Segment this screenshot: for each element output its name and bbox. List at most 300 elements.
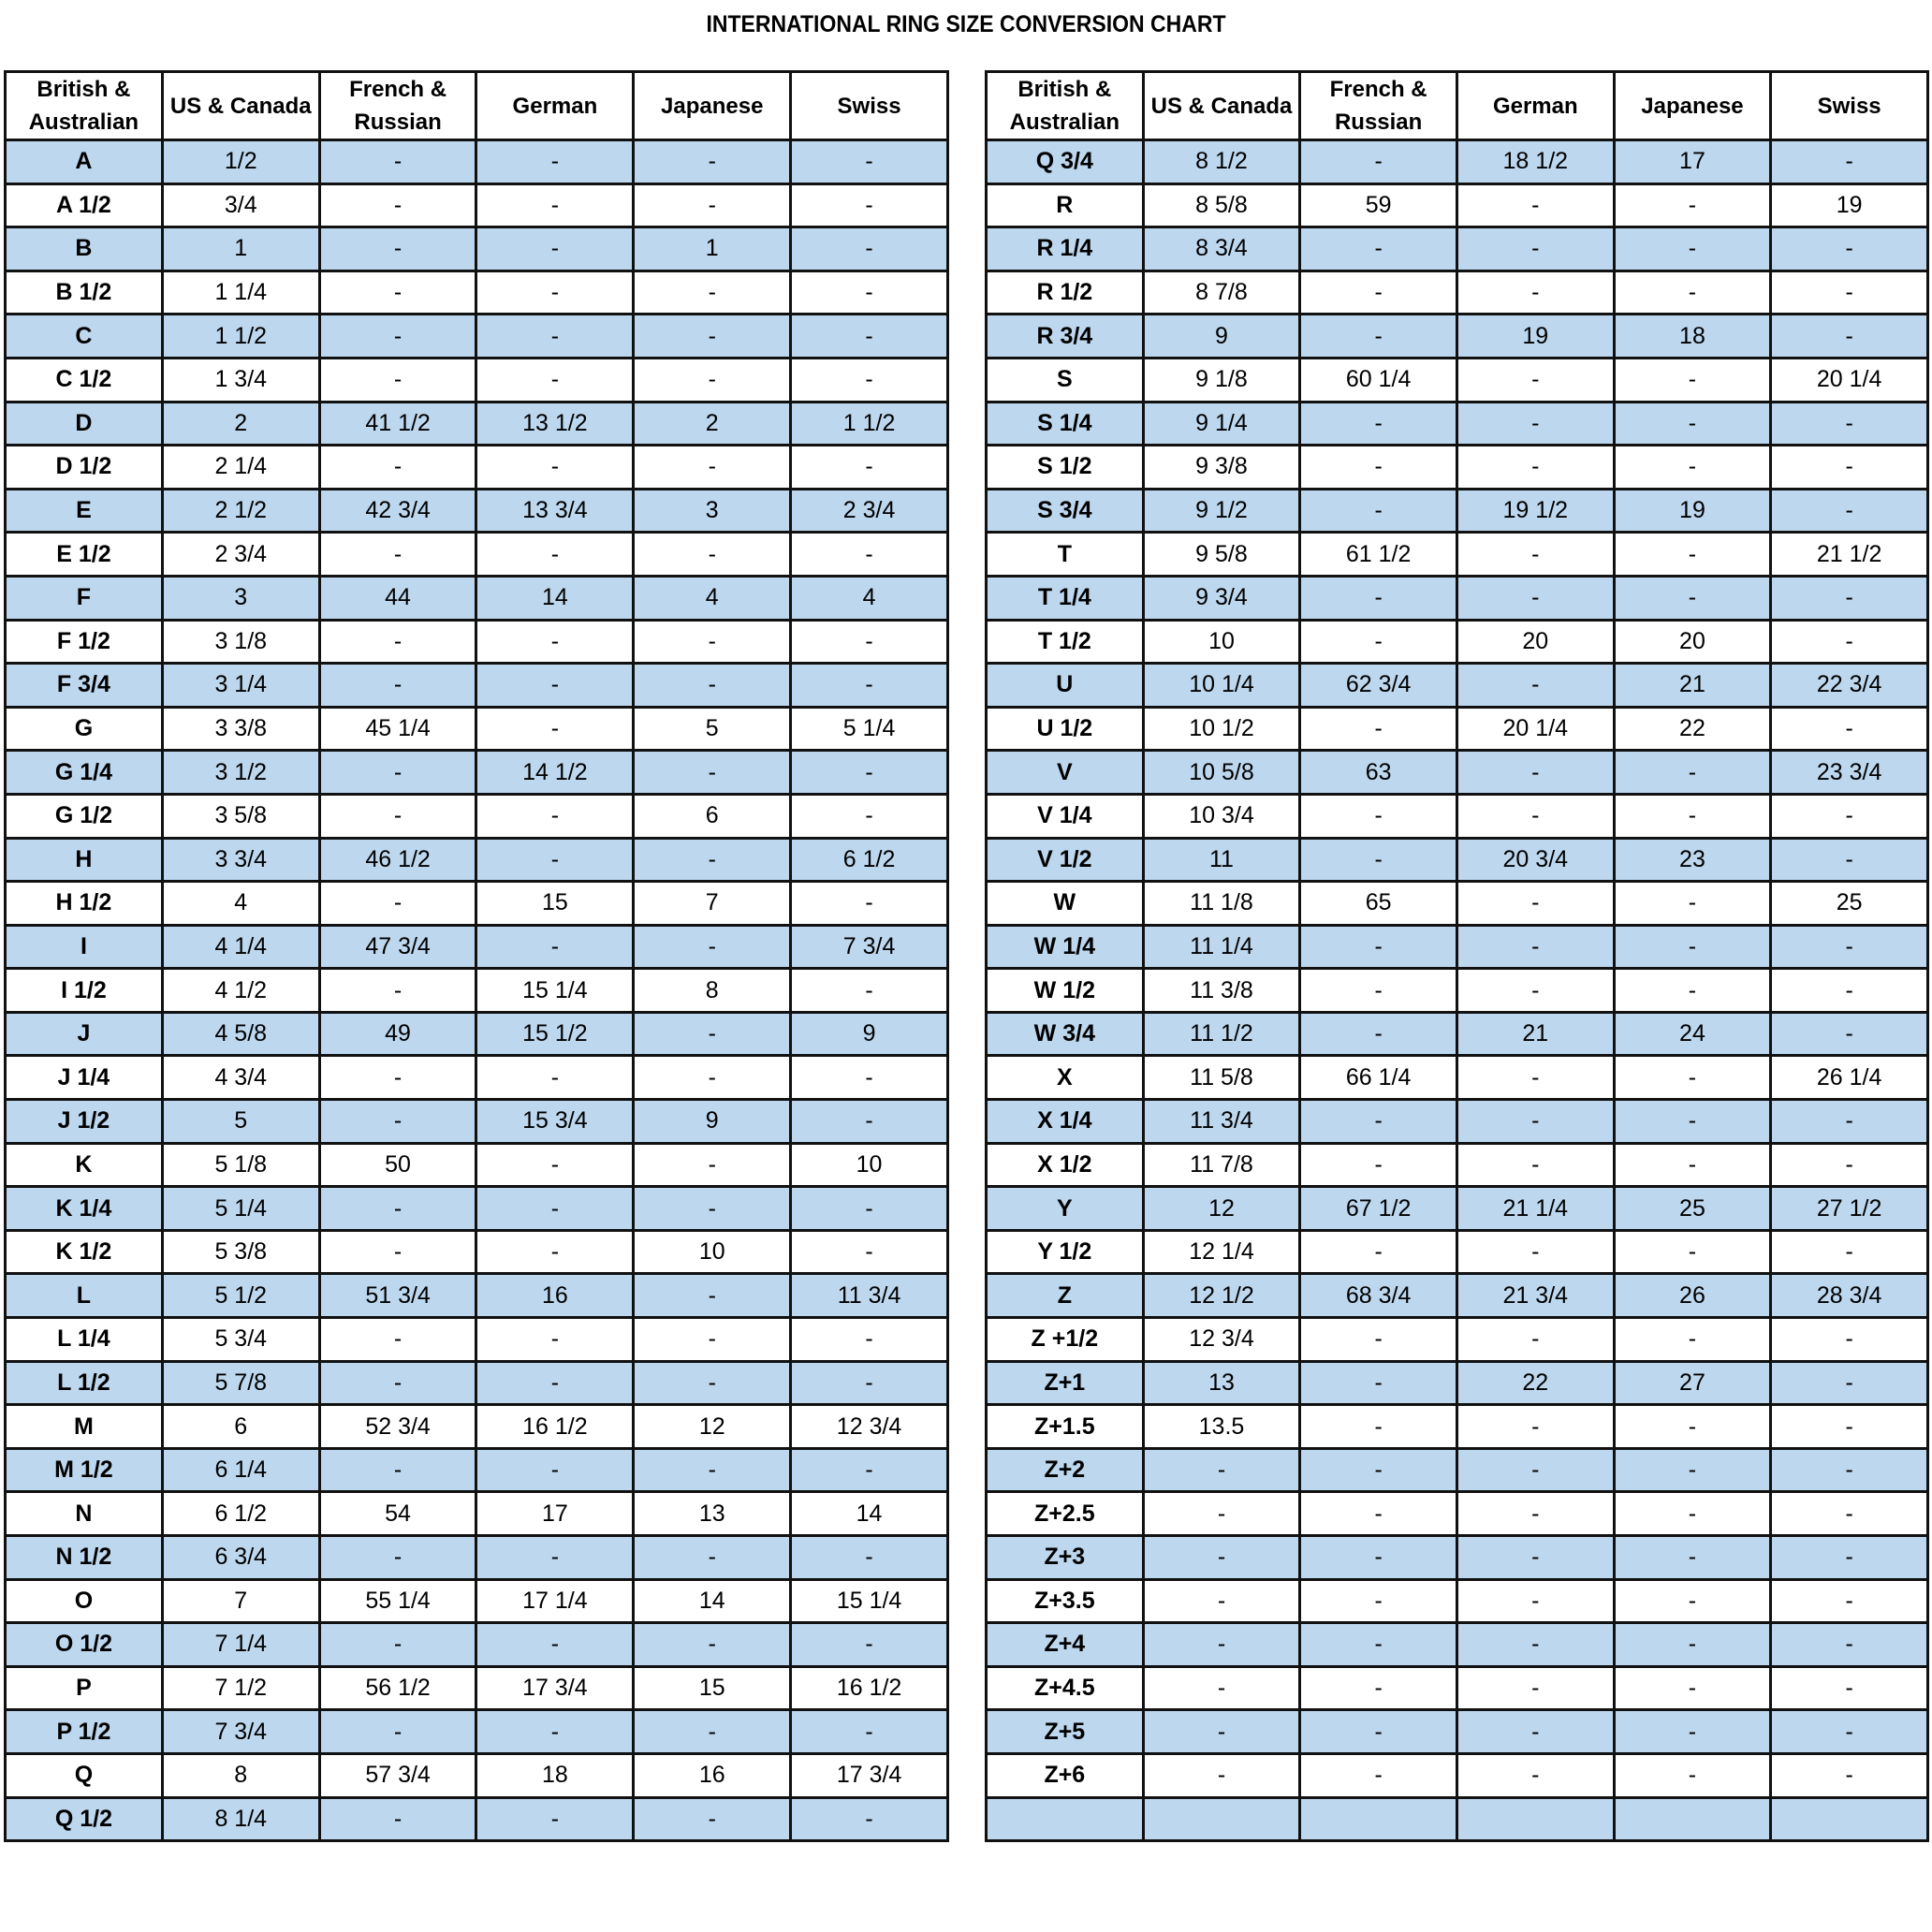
header-british-australian: British & Australian (6, 72, 163, 140)
table-row (6, 620, 948, 664)
cell-japanese: - (634, 533, 791, 577)
cell-french-russian: - (319, 446, 476, 490)
cell-japanese: - (1614, 1143, 1771, 1187)
cell-french-russian: - (319, 315, 476, 359)
table-row (6, 882, 948, 926)
cell-swiss: - (1771, 402, 1928, 446)
cell-french-russian: 49 (319, 1012, 476, 1056)
cell-swiss: 27 1/2 (1771, 1187, 1928, 1231)
table-row (987, 446, 1928, 490)
cell-swiss: 21 1/2 (1771, 533, 1928, 577)
cell-german: - (476, 1143, 634, 1187)
cell-japanese: - (1614, 969, 1771, 1013)
cell-german: - (1456, 183, 1614, 227)
cell-french-russian: - (319, 969, 476, 1013)
cell-french-russian: - (319, 1230, 476, 1274)
cell-swiss: - (1771, 576, 1928, 620)
table-row (6, 358, 948, 402)
cell-french-russian: - (319, 1536, 476, 1580)
cell-swiss: - (791, 969, 948, 1013)
cell-german: - (476, 315, 634, 359)
cell-french-russian: - (319, 1187, 476, 1231)
cell-british-australian: V 1/2 (987, 838, 1144, 882)
cell-french-russian: - (319, 1056, 476, 1100)
cell-german: - (476, 1710, 634, 1754)
header-us-canada: US & Canada (162, 72, 319, 140)
table-row (6, 1623, 948, 1667)
ring-size-table-left (4, 70, 949, 1842)
cell-german: - (476, 1623, 634, 1667)
cell-german: - (476, 1318, 634, 1362)
cell-german: - (1456, 1753, 1614, 1797)
cell-swiss: 9 (791, 1012, 948, 1056)
table-row (987, 1797, 1928, 1841)
cell-japanese: - (634, 1318, 791, 1362)
cell-swiss: - (791, 271, 948, 315)
table-row (987, 1405, 1928, 1449)
cell-french-russian: - (1300, 140, 1457, 184)
header-swiss: Swiss (791, 72, 948, 140)
cell-us-canada: 7 1/4 (162, 1623, 319, 1667)
cell-german: - (1456, 882, 1614, 926)
cell-us-canada: 9 5/8 (1143, 533, 1300, 577)
table-row (6, 1187, 948, 1231)
cell-us-canada: 7 (162, 1579, 319, 1623)
table-row (987, 183, 1928, 227)
cell-french-russian: 44 (319, 576, 476, 620)
cell-us-canada: 11 1/4 (1143, 925, 1300, 969)
header-japanese: Japanese (634, 72, 791, 140)
header-british-australian: British & Australian (987, 72, 1144, 140)
cell-german: 21 3/4 (1456, 1274, 1614, 1318)
cell-japanese: 27 (1614, 1361, 1771, 1405)
cell-german: 15 (476, 882, 634, 926)
table-row (6, 1012, 948, 1056)
cell-french-russian: - (319, 882, 476, 926)
table-row (6, 1100, 948, 1144)
cell-swiss: 19 (1771, 183, 1928, 227)
cell-us-canada: 9 3/8 (1143, 446, 1300, 490)
cell-german: - (476, 707, 634, 751)
cell-german: - (476, 271, 634, 315)
cell-swiss: 6 1/2 (791, 838, 948, 882)
cell-us-canada: 10 1/4 (1143, 664, 1300, 708)
table-row (6, 925, 948, 969)
cell-us-canada: 11 1/2 (1143, 1012, 1300, 1056)
cell-swiss: - (1771, 1143, 1928, 1187)
cell-japanese: - (1614, 1448, 1771, 1492)
cell-german: - (1456, 1230, 1614, 1274)
cell-japanese: 14 (634, 1579, 791, 1623)
cell-us-canada: - (1143, 1623, 1300, 1667)
cell-british-australian: X (987, 1056, 1144, 1100)
cell-french-russian: 66 1/4 (1300, 1056, 1457, 1100)
cell-french-russian: 52 3/4 (319, 1405, 476, 1449)
cell-french-russian: - (319, 358, 476, 402)
cell-german: - (476, 183, 634, 227)
cell-swiss: 14 (791, 1492, 948, 1536)
cell-swiss: - (1771, 1492, 1928, 1536)
cell-us-canada: 5 3/8 (162, 1230, 319, 1274)
cell-british-australian: D 1/2 (6, 446, 163, 490)
cell-german: - (1456, 446, 1614, 490)
cell-us-canada: 6 1/2 (162, 1492, 319, 1536)
table-row (987, 620, 1928, 664)
cell-swiss: - (791, 882, 948, 926)
cell-german: - (476, 1536, 634, 1580)
cell-french-russian: 68 3/4 (1300, 1274, 1457, 1318)
cell-british-australian: Z+1.5 (987, 1405, 1144, 1449)
cell-swiss: - (791, 751, 948, 795)
table-row (6, 1666, 948, 1710)
table-row (6, 489, 948, 533)
cell-british-australian: E (6, 489, 163, 533)
cell-french-russian: - (1300, 969, 1457, 1013)
cell-swiss: - (1771, 1361, 1928, 1405)
cell-japanese: - (1614, 533, 1771, 577)
cell-british-australian: J (6, 1012, 163, 1056)
cell-british-australian: Z+2 (987, 1448, 1144, 1492)
cell-swiss: - (1771, 620, 1928, 664)
cell-german: 14 (476, 576, 634, 620)
cell-french-russian: - (1300, 794, 1457, 838)
cell-british-australian: Z+1 (987, 1361, 1144, 1405)
table-row (6, 271, 948, 315)
cell-swiss (1771, 1797, 1928, 1841)
cell-german: 18 1/2 (1456, 140, 1614, 184)
cell-british-australian: D (6, 402, 163, 446)
cell-french-russian: 55 1/4 (319, 1579, 476, 1623)
cell-british-australian: H (6, 838, 163, 882)
cell-french-russian: - (319, 1448, 476, 1492)
cell-us-canada: 5 (162, 1100, 319, 1144)
table-row (987, 838, 1928, 882)
header-row (987, 72, 1928, 140)
table-row (6, 402, 948, 446)
table-row (987, 1187, 1928, 1231)
cell-japanese: - (1614, 1666, 1771, 1710)
cell-french-russian: - (319, 751, 476, 795)
cell-japanese: - (634, 446, 791, 490)
cell-british-australian: Z+4.5 (987, 1666, 1144, 1710)
cell-british-australian: W 3/4 (987, 1012, 1144, 1056)
cell-french-russian: - (1300, 1100, 1457, 1144)
cell-japanese: - (1614, 1492, 1771, 1536)
cell-us-canada: 3 1/2 (162, 751, 319, 795)
cell-us-canada: 6 (162, 1405, 319, 1449)
cell-swiss: - (791, 1623, 948, 1667)
cell-british-australian: Z+4 (987, 1623, 1144, 1667)
cell-japanese: 26 (1614, 1274, 1771, 1318)
cell-swiss: - (1771, 446, 1928, 490)
cell-us-canada: 6 1/4 (162, 1448, 319, 1492)
cell-swiss: - (791, 1230, 948, 1274)
cell-french-russian: 47 3/4 (319, 925, 476, 969)
cell-us-canada: 9 (1143, 315, 1300, 359)
cell-us-canada: 13 (1143, 1361, 1300, 1405)
cell-us-canada: 8 (162, 1753, 319, 1797)
cell-japanese: - (634, 620, 791, 664)
cell-british-australian: Z+3.5 (987, 1579, 1144, 1623)
cell-french-russian: - (1300, 838, 1457, 882)
cell-british-australian: M (6, 1405, 163, 1449)
header-french-russian: French & Russian (319, 72, 476, 140)
cell-french-russian: - (1300, 1579, 1457, 1623)
cell-japanese: 1 (634, 227, 791, 271)
table-row (6, 1579, 948, 1623)
cell-swiss: - (791, 1448, 948, 1492)
cell-us-canada: 1 1/2 (162, 315, 319, 359)
cell-us-canada: 5 1/8 (162, 1143, 319, 1187)
cell-swiss: - (1771, 1230, 1928, 1274)
header-swiss: Swiss (1771, 72, 1928, 140)
cell-japanese: - (1614, 751, 1771, 795)
cell-japanese: - (634, 1187, 791, 1231)
cell-us-canada: 1 (162, 227, 319, 271)
cell-us-canada: - (1143, 1492, 1300, 1536)
cell-british-australian: J 1/4 (6, 1056, 163, 1100)
cell-us-canada: 3 1/8 (162, 620, 319, 664)
cell-german: - (476, 446, 634, 490)
cell-british-australian: Y (987, 1187, 1144, 1231)
table-row (6, 1361, 948, 1405)
cell-german (1456, 1797, 1614, 1841)
table-row (987, 925, 1928, 969)
cell-british-australian: R 1/2 (987, 271, 1144, 315)
cell-french-russian: - (319, 1797, 476, 1841)
cell-japanese: - (634, 140, 791, 184)
cell-british-australian: R 1/4 (987, 227, 1144, 271)
cell-french-russian: - (1300, 402, 1457, 446)
cell-swiss: - (1771, 1536, 1928, 1580)
cell-swiss: - (1771, 489, 1928, 533)
cell-us-canada: - (1143, 1536, 1300, 1580)
cell-japanese: - (634, 1361, 791, 1405)
cell-japanese: - (634, 1797, 791, 1841)
header-german: German (476, 72, 634, 140)
cell-british-australian: N (6, 1492, 163, 1536)
table-row (6, 315, 948, 359)
cell-swiss: - (1771, 1448, 1928, 1492)
cell-french-russian: 67 1/2 (1300, 1187, 1457, 1231)
cell-japanese: 7 (634, 882, 791, 926)
cell-british-australian: S 1/2 (987, 446, 1144, 490)
table-row (987, 315, 1928, 359)
cell-swiss: 12 3/4 (791, 1405, 948, 1449)
cell-japanese: - (634, 838, 791, 882)
table-row (987, 1100, 1928, 1144)
table-row (6, 1448, 948, 1492)
cell-us-canada: 4 1/2 (162, 969, 319, 1013)
cell-us-canada: 11 7/8 (1143, 1143, 1300, 1187)
cell-us-canada: 9 1/2 (1143, 489, 1300, 533)
cell-japanese: - (634, 751, 791, 795)
cell-french-russian: - (319, 183, 476, 227)
table-row (987, 1666, 1928, 1710)
cell-british-australian: Z+5 (987, 1710, 1144, 1754)
cell-french-russian: 65 (1300, 882, 1457, 926)
cell-japanese: 3 (634, 489, 791, 533)
cell-british-australian: X 1/2 (987, 1143, 1144, 1187)
cell-german: - (1456, 1448, 1614, 1492)
cell-us-canada: 11 (1143, 838, 1300, 882)
cell-us-canada: 6 3/4 (162, 1536, 319, 1580)
cell-swiss: - (791, 227, 948, 271)
cell-us-canada: 12 1/4 (1143, 1230, 1300, 1274)
cell-french-russian: - (1300, 620, 1457, 664)
cell-us-canada: 9 1/8 (1143, 358, 1300, 402)
cell-us-canada: 3 1/4 (162, 664, 319, 708)
cell-french-russian: 56 1/2 (319, 1666, 476, 1710)
cell-british-australian: Q 3/4 (987, 140, 1144, 184)
cell-british-australian (987, 1797, 1144, 1841)
cell-german: 20 1/4 (1456, 707, 1614, 751)
cell-japanese: 12 (634, 1405, 791, 1449)
cell-us-canada: 7 1/2 (162, 1666, 319, 1710)
table-row (6, 838, 948, 882)
cell-us-canada: 11 5/8 (1143, 1056, 1300, 1100)
cell-japanese: 6 (634, 794, 791, 838)
cell-us-canada: 10 5/8 (1143, 751, 1300, 795)
table-row (6, 1405, 948, 1449)
cell-swiss: - (1771, 794, 1928, 838)
cell-french-russian: 62 3/4 (1300, 664, 1457, 708)
cell-french-russian: - (319, 1318, 476, 1362)
cell-swiss: - (791, 1056, 948, 1100)
cell-japanese: - (1614, 1056, 1771, 1100)
cell-japanese: - (1614, 227, 1771, 271)
cell-french-russian: - (1300, 925, 1457, 969)
table-row (987, 533, 1928, 577)
cell-german: - (1456, 925, 1614, 969)
cell-swiss: 4 (791, 576, 948, 620)
cell-british-australian: R (987, 183, 1144, 227)
table-row (987, 1710, 1928, 1754)
cell-swiss: - (1771, 925, 1928, 969)
cell-japanese: - (1614, 271, 1771, 315)
cell-british-australian: L 1/2 (6, 1361, 163, 1405)
cell-japanese: - (634, 1143, 791, 1187)
cell-us-canada: 2 1/4 (162, 446, 319, 490)
cell-japanese: - (1614, 402, 1771, 446)
cell-swiss: - (1771, 1318, 1928, 1362)
cell-swiss: 17 3/4 (791, 1753, 948, 1797)
cell-british-australian: H 1/2 (6, 882, 163, 926)
header-us-canada: US & Canada (1143, 72, 1300, 140)
cell-french-russian: 42 3/4 (319, 489, 476, 533)
cell-french-russian: - (1300, 707, 1457, 751)
cell-british-australian: Z+2.5 (987, 1492, 1144, 1536)
table-row (987, 1753, 1928, 1797)
header-japanese: Japanese (1614, 72, 1771, 140)
table-row (987, 489, 1928, 533)
cell-us-canada: 11 3/8 (1143, 969, 1300, 1013)
cell-japanese: - (1614, 1100, 1771, 1144)
cell-german: 15 1/4 (476, 969, 634, 1013)
cell-us-canada: 2 3/4 (162, 533, 319, 577)
cell-french-russian: 63 (1300, 751, 1457, 795)
table-row (6, 1318, 948, 1362)
cell-us-canada: 1 3/4 (162, 358, 319, 402)
cell-us-canada: 12 1/2 (1143, 1274, 1300, 1318)
cell-british-australian: N 1/2 (6, 1536, 163, 1580)
table-row (987, 664, 1928, 708)
cell-french-russian: - (1300, 1666, 1457, 1710)
cell-british-australian: L (6, 1274, 163, 1318)
cell-us-canada: 4 (162, 882, 319, 926)
cell-french-russian: 50 (319, 1143, 476, 1187)
cell-german: - (476, 794, 634, 838)
cell-us-canada: 4 5/8 (162, 1012, 319, 1056)
cell-german: - (1456, 1579, 1614, 1623)
cell-german: - (1456, 1318, 1614, 1362)
table-row (6, 1274, 948, 1318)
cell-british-australian: Z +1/2 (987, 1318, 1144, 1362)
cell-french-russian: - (1300, 227, 1457, 271)
cell-us-canada: 5 1/4 (162, 1187, 319, 1231)
cell-french-russian: 46 1/2 (319, 838, 476, 882)
cell-swiss: 23 3/4 (1771, 751, 1928, 795)
cell-swiss: - (1771, 1666, 1928, 1710)
cell-german: - (1456, 1056, 1614, 1100)
cell-french-russian: - (1300, 1230, 1457, 1274)
table-row (987, 969, 1928, 1013)
cell-us-canada: 1 1/4 (162, 271, 319, 315)
table-row (6, 1536, 948, 1580)
cell-japanese: 10 (634, 1230, 791, 1274)
cell-german: 15 3/4 (476, 1100, 634, 1144)
cell-swiss: - (1771, 1579, 1928, 1623)
cell-british-australian: L 1/4 (6, 1318, 163, 1362)
ring-size-table-right (985, 70, 1929, 1842)
table-row (987, 1012, 1928, 1056)
cell-german: - (476, 1187, 634, 1231)
cell-british-australian: W 1/4 (987, 925, 1144, 969)
cell-british-australian: B 1/2 (6, 271, 163, 315)
cell-us-canada: 4 3/4 (162, 1056, 319, 1100)
cell-german: - (1456, 358, 1614, 402)
cell-swiss: 22 3/4 (1771, 664, 1928, 708)
cell-us-canada: 3 (162, 576, 319, 620)
cell-us-canada: 9 3/4 (1143, 576, 1300, 620)
cell-french-russian: - (1300, 446, 1457, 490)
cell-french-russian: - (1300, 1361, 1457, 1405)
cell-us-canada: 8 3/4 (1143, 227, 1300, 271)
cell-british-australian: Y 1/2 (987, 1230, 1144, 1274)
cell-british-australian: I (6, 925, 163, 969)
cell-german: - (476, 1448, 634, 1492)
table-row (987, 794, 1928, 838)
cell-japanese: 17 (1614, 140, 1771, 184)
cell-japanese: 8 (634, 969, 791, 1013)
cell-british-australian: G 1/4 (6, 751, 163, 795)
cell-french-russian: 41 1/2 (319, 402, 476, 446)
cell-french-russian: 51 3/4 (319, 1274, 476, 1318)
cell-swiss: - (1771, 707, 1928, 751)
cell-japanese: - (1614, 1623, 1771, 1667)
cell-japanese: - (1614, 1753, 1771, 1797)
cell-french-russian: 57 3/4 (319, 1753, 476, 1797)
cell-japanese: - (1614, 794, 1771, 838)
cell-us-canada: 11 1/8 (1143, 882, 1300, 926)
table-row (987, 1274, 1928, 1318)
cell-german: - (476, 1230, 634, 1274)
cell-french-russian: - (319, 620, 476, 664)
cell-french-russian: - (319, 664, 476, 708)
cell-french-russian: - (1300, 1492, 1457, 1536)
cell-british-australian: Z+3 (987, 1536, 1144, 1580)
cell-german: 21 1/4 (1456, 1187, 1614, 1231)
